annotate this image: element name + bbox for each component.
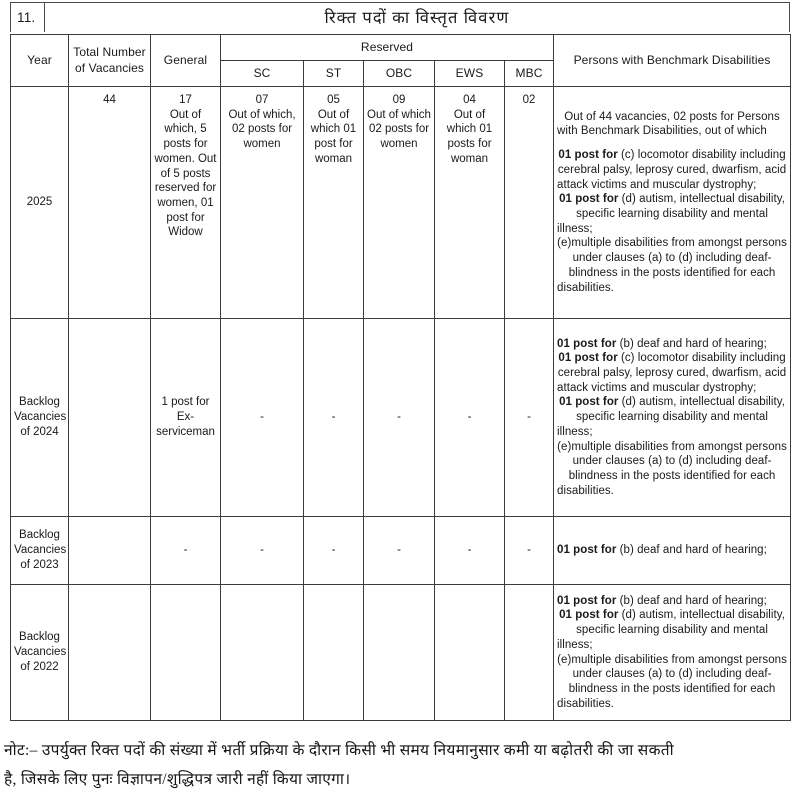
cell-ews (435, 319, 505, 517)
cell-note: - (260, 544, 264, 557)
cell-mbc (505, 319, 554, 517)
table-row (11, 585, 791, 721)
page-title: रिक्त पदों का विस्तृत विवरण (324, 8, 510, 27)
cell-note: - (183, 544, 188, 557)
column-header-sc: SC (221, 61, 304, 87)
cell-year: Backlog Vacancies of 2023 (11, 517, 69, 585)
table-row (11, 319, 791, 517)
cell-sc (221, 585, 304, 721)
cell-sc (221, 319, 304, 517)
cell-note: - (331, 544, 336, 557)
cell-total-vacancies (69, 517, 151, 585)
vacancy-details-table (10, 34, 791, 721)
cell-pwbd (554, 319, 791, 517)
cell-note: 1 post for Ex-serviceman (156, 396, 215, 438)
column-header-general: General (151, 35, 221, 87)
pwbd-paragraph: 01 post for (c) locomotor disability including cerebral palsy, leprosy cured, dwarfism, acid attack victims and muscular dystrophy; (557, 149, 787, 191)
cell-st (304, 585, 364, 721)
pwbd-paragraph: (e)multiple disabilities from amongst persons under clauses (a) to (d) including deaf-blindness in the posts identified for each disabilities. (557, 237, 787, 294)
cell-count: 02 (522, 94, 536, 106)
cell-year: Backlog Vacancies of 2022 (11, 585, 69, 721)
cell-count: 17 (179, 94, 192, 106)
cell-note: Out of which 01 posts for woman (446, 108, 493, 165)
pwbd-paragraph: Out of 44 vacancies, 02 posts for Persons with Benchmark Disabilities, out of which (557, 110, 780, 138)
column-header-obc: OBC (364, 61, 435, 87)
cell-st (304, 87, 364, 319)
pwbd-paragraph: 01 post for (b) deaf and hard of hearing; (557, 544, 767, 557)
cell-note: - (331, 411, 336, 424)
pwbd-paragraph: 01 post for (d) autism, intellectual disability, specific learning disability and mental illness; (557, 396, 785, 438)
cell-note: - (397, 411, 401, 424)
cell-pwbd (554, 517, 791, 585)
cell-count: 09 (392, 94, 406, 106)
column-header-pwbd: Persons with Benchmark Disabilities (554, 35, 791, 87)
pwbd-paragraph: 01 post for (b) deaf and hard of hearing; (557, 594, 767, 607)
cell-st (304, 517, 364, 585)
cell-general (151, 319, 221, 517)
cell-pwbd (554, 585, 791, 721)
cell-mbc (505, 585, 554, 721)
cell-obc (364, 319, 435, 517)
pwbd-paragraph: (e)multiple disabilities from amongst persons under clauses (a) to (d) including deaf-blindness in the posts identified for each disabilities. (557, 653, 787, 710)
header-row-primary (11, 35, 791, 61)
cell-ews (435, 87, 505, 319)
table-row (11, 87, 791, 319)
cell-total-vacancies (69, 319, 151, 517)
section-number: 11. (11, 3, 45, 32)
cell-general (151, 585, 221, 721)
pwbd-spacer (557, 139, 787, 148)
column-header-st: ST (304, 61, 364, 87)
pwbd-paragraph: 01 post for (c) locomotor disability including cerebral palsy, leprosy cured, dwarfism, acid attack victims and muscular dystrophy; (557, 352, 787, 394)
cell-year: 2025 (11, 87, 69, 319)
footer-note (4, 737, 794, 794)
cell-note: - (467, 411, 472, 424)
column-header-reserved: Reserved (221, 35, 554, 61)
cell-note: - (467, 544, 472, 557)
cell-mbc (505, 87, 554, 319)
table-header (11, 35, 791, 87)
cell-note: - (260, 411, 264, 424)
column-header-mbc: MBC (505, 61, 554, 87)
cell-ews (435, 585, 505, 721)
cell-total-vacancies (69, 87, 151, 319)
footer-note-line1: नोट:– उपर्युक्त रिक्त पदों की संख्या में भर्ती प्रक्रिया के दौरान किसी भी समय नियमानुसार कमी या बढ़ोतरी की जा सकती (4, 742, 674, 759)
cell-sc (221, 517, 304, 585)
cell-count: 05 (327, 94, 340, 106)
cell-note: Out of which, 02 posts for women (228, 108, 296, 151)
cell-general (151, 517, 221, 585)
column-header-total-vacancies: Total Number of Vacancies (69, 35, 151, 87)
cell-total-vacancies (69, 585, 151, 721)
cell-note: Out of which 01 post for woman (310, 108, 357, 165)
cell-note: Out of which 02 posts for women (367, 108, 431, 151)
cell-note: - (527, 411, 531, 424)
cell-general (151, 87, 221, 319)
cell-ews (435, 517, 505, 585)
cell-obc (364, 517, 435, 585)
pwbd-paragraph: 01 post for (d) autism, intellectual disability, specific learning disability and mental illness; (557, 193, 785, 235)
pwbd-paragraph: 01 post for (d) autism, intellectual disability, specific learning disability and mental illness; (557, 609, 785, 651)
cell-pwbd (554, 87, 791, 319)
cell-mbc (505, 517, 554, 585)
cell-note: Out of which, 5 posts for women. Out of 5 posts reserved for women, 01 post for Widow (154, 108, 217, 239)
pwbd-paragraph: (e)multiple disabilities from amongst persons under clauses (a) to (d) including deaf-blindness in the posts identified for each disabilities. (557, 440, 787, 497)
table-row (11, 517, 791, 585)
cell-obc (364, 87, 435, 319)
section-title-row (10, 2, 790, 32)
cell-year: Backlog Vacancies of 2024 (11, 319, 69, 517)
cell-note: - (397, 544, 401, 557)
cell-count: 44 (103, 94, 116, 106)
cell-obc (364, 585, 435, 721)
cell-count: 04 (463, 94, 476, 106)
cell-st (304, 319, 364, 517)
cell-note: - (527, 544, 531, 557)
column-header-ews: EWS (435, 61, 505, 87)
cell-count: 07 (255, 94, 269, 106)
footer-note-line2: है, जिसके लिए पुनः विज्ञापन/शुद्धिपत्र जारी नहीं किया जाएगा। (4, 770, 351, 788)
pwbd-paragraph: 01 post for (b) deaf and hard of hearing; (557, 337, 767, 350)
table-body (11, 87, 791, 721)
column-header-year: Year (11, 35, 69, 87)
cell-sc (221, 87, 304, 319)
